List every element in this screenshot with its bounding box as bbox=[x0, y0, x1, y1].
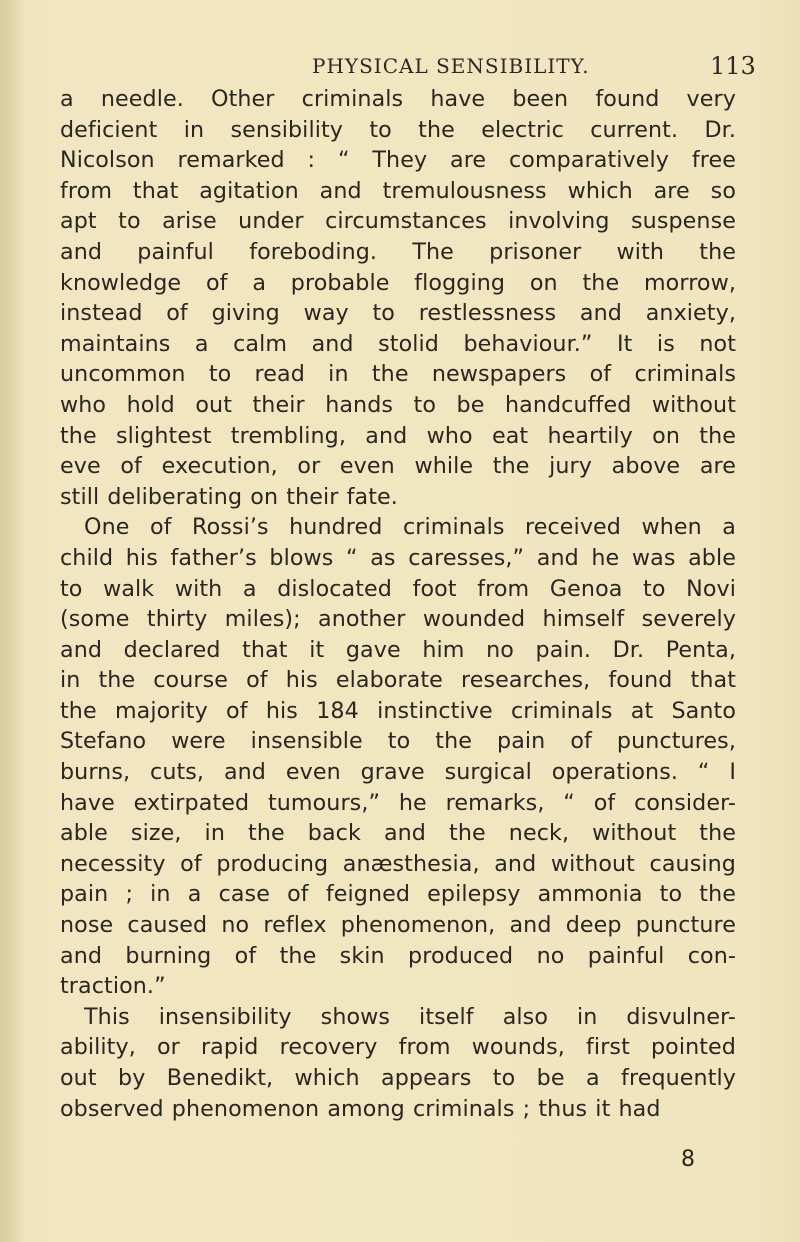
text-line: maintains a calm and stolid behaviour.” It is not bbox=[60, 330, 736, 357]
text-line: uncommon to read in the newspapers of criminals bbox=[60, 361, 736, 388]
running-head: PHYSICAL SENSIBILITY. bbox=[312, 54, 590, 78]
page-number: 113 bbox=[710, 52, 756, 80]
text-line: eve of execution, or even while the jury above are bbox=[60, 453, 736, 480]
text-line: able size, in the back and the neck, without the bbox=[60, 820, 736, 847]
text-line: nose caused no reflex phenomenon, and deep puncture bbox=[60, 912, 736, 939]
text-line: observed phenomenon among criminals ; thus it had bbox=[60, 1095, 661, 1122]
text-line: apt to arise under circumstances involving suspense bbox=[60, 208, 736, 235]
text-line: in the course of his elaborate researches, found that bbox=[60, 667, 736, 694]
text-line: necessity of producing anæsthesia, and without causing bbox=[60, 850, 736, 877]
text-line: the majority of his 184 instinctive criminals at Santo bbox=[60, 697, 736, 724]
text-line: have extirpated tumours,” he remarks, “ of consider- bbox=[60, 789, 736, 816]
body-text bbox=[60, 84, 736, 1124]
text-line: deficient in sensibility to the electric current. Dr. bbox=[60, 116, 736, 143]
text-line: burns, cuts, and even grave surgical operations. “ I bbox=[60, 759, 736, 786]
text-line: and painful foreboding. The prisoner with the bbox=[60, 238, 736, 265]
text-line: and declared that it gave him no pain. Dr. Penta, bbox=[60, 636, 736, 663]
text-line: the slightest trembling, and who eat heartily on the bbox=[60, 422, 736, 449]
text-line: One of Rossi’s hundred criminals received when a bbox=[84, 514, 736, 541]
text-line: Nicolson remarked : “ They are comparatively free bbox=[60, 147, 736, 174]
text-line: (some thirty miles); another wounded himself severely bbox=[60, 606, 736, 633]
signature-mark: 8 bbox=[681, 1147, 695, 1172]
text-line: who hold out their hands to be handcuffed without bbox=[60, 391, 736, 418]
text-line: pain ; in a case of feigned epilepsy ammonia to the bbox=[60, 881, 736, 908]
text-line: from that agitation and tremulousness which are so bbox=[60, 177, 736, 204]
text-line: Stefano were insensible to the pain of punctures, bbox=[60, 728, 736, 755]
text-line: to walk with a dislocated foot from Genoa to Novi bbox=[60, 575, 736, 602]
text-line: instead of giving way to restlessness and anxiety, bbox=[60, 300, 736, 327]
text-line: ability, or rapid recovery from wounds, first pointed bbox=[60, 1034, 736, 1061]
text-line: out by Benedikt, which appears to be a frequently bbox=[60, 1065, 736, 1091]
text-line: traction.” bbox=[60, 973, 166, 1000]
text-line: knowledge of a probable flogging on the morrow, bbox=[60, 269, 736, 296]
text-line: This insensibility shows itself also in disvulner- bbox=[84, 1003, 736, 1030]
text-line: and burning of the skin produced no painful con- bbox=[60, 942, 736, 969]
text-line: still deliberating on their fate. bbox=[60, 483, 398, 510]
page-header bbox=[312, 48, 756, 82]
text-line: a needle. Other criminals have been found very bbox=[60, 86, 736, 112]
text-line: child his father’s blows “ as caresses,” and he was able bbox=[60, 544, 736, 571]
gutter-shadow bbox=[0, 0, 22, 1242]
